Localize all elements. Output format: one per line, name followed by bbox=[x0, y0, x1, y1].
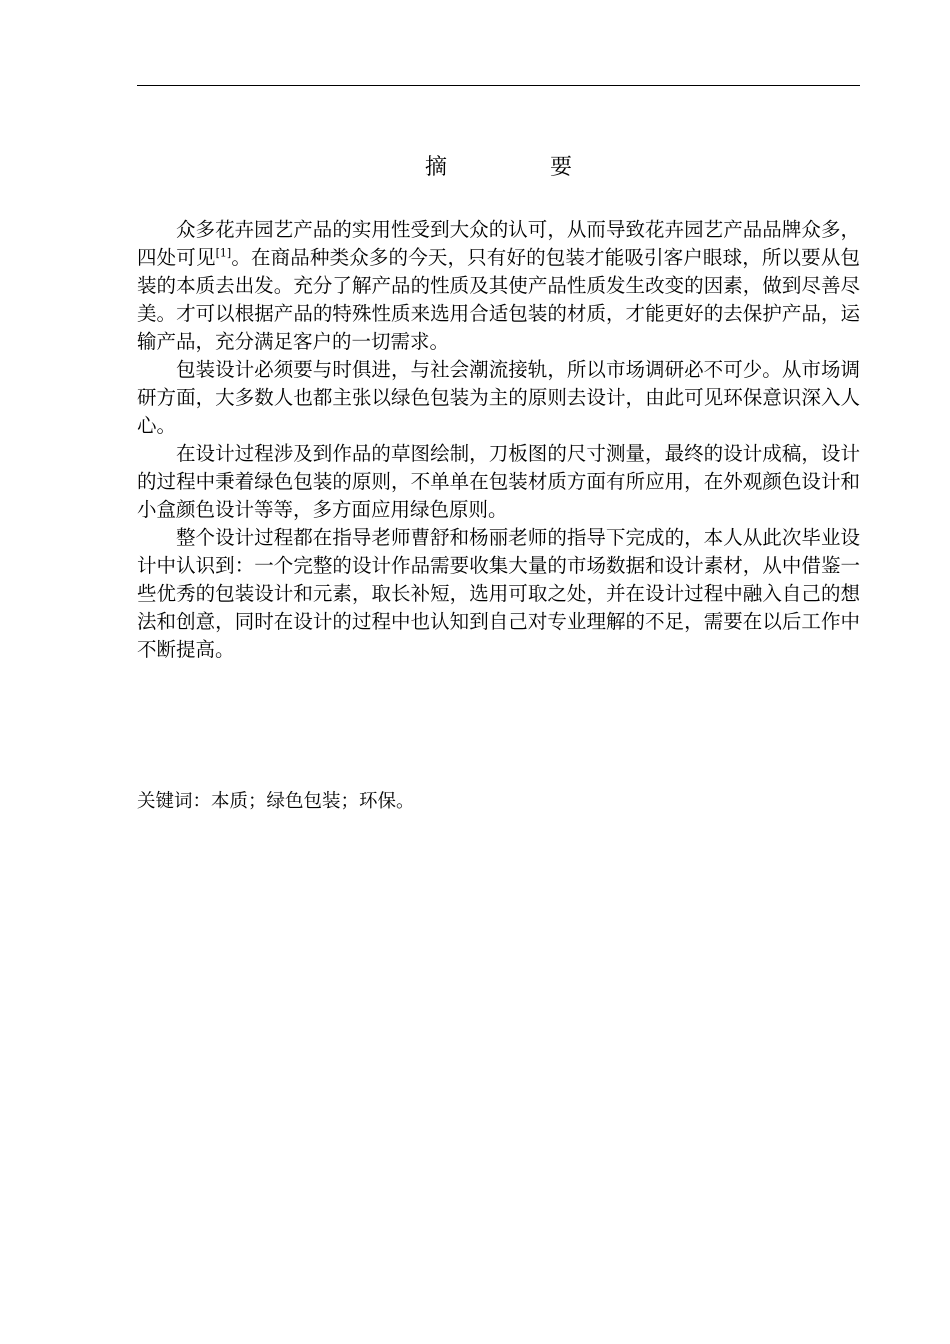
abstract-paragraph-1 bbox=[137, 216, 860, 356]
abstract-paragraph-4: 整个设计过程都在指导老师曹舒和杨丽老师的指导下完成的，本人从此次毕业设计中认识到：一个完整的设计作品需要收集大量的市场数据和设计素材，从中借鉴一些优秀的包装设计和元素，取长补短，选用可取之处，并在设计过程中融入自己的想法和创意，同时在设计的过程中也认知到自己对专业理解的不足，需要在以后工作中不断提高。 bbox=[137, 526, 860, 661]
abstract-body bbox=[137, 216, 860, 664]
citation-marker: [1] bbox=[215, 246, 232, 260]
abstract-paragraph-3: 在设计过程涉及到作品的草图绘制，刀板图的尺寸测量，最终的设计成稿，设计的过程中秉着绿色包装的原则，不单单在包装材质方面有所应用，在外观颜色设计和小盒颜色设计等等，多方面应用绿色原则。 bbox=[137, 442, 860, 521]
abstract-paragraph-2: 包装设计必须要与时俱进，与社会潮流接轨，所以市场调研必不可少。从市场调研方面，大多数人也都主张以绿色包装为主的原则去设计，由此可见环保意识深入人心。 bbox=[137, 358, 860, 437]
paragraph-1-text-a: 众多花卉园艺产品的实用性受到大众的认可，从而导致花卉园艺产品品牌众多，四处可见 bbox=[137, 218, 860, 269]
keywords-line: 关键词：本质；绿色包装；环保。 bbox=[137, 791, 415, 812]
header-rule bbox=[137, 85, 860, 86]
paragraph-1-text-b: 。在商品种类众多的今天，只有好的包装才能吸引客户眼球，所以要从包装的本质去出发。充分了解产品的性质及其使产品性质发生改变的因素，做到尽善尽美。才可以根据产品的特殊性质来选用合适包装的材质，才能更好的去保护产品，运输产品，充分满足客户的一切需求。 bbox=[137, 246, 860, 353]
abstract-title: 摘 要 bbox=[425, 155, 620, 180]
